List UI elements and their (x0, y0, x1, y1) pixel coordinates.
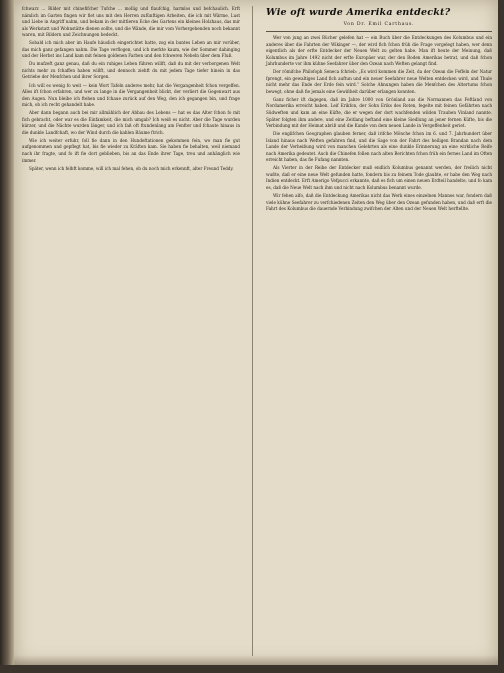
article-paragraph: Als Vierter in der Reihe der Entdecker muß endlich Kolumbus genannt werden, der freilich nicht wußte, daß er eine neue Welt gefunden hatte, fondern bis zu feinem Tode glaubte, er habe den Weg nach Indien entdeckt. Erft Amerigo Vefpucci erkannte, daß es fich um einen neuen Erdteil handelte, und fo kam es, daß die Neue Welt nach ihm und nicht nach Kolumbus benannt wurde. (266, 165, 492, 191)
article-title: Wie oft wurde Amerika entdeckt? (266, 7, 451, 18)
article-author: Von Dr. Emil Carthaus. (343, 22, 415, 27)
left-paragraph: fchwarz … Bilder mit chinefifcher Tufche … mollig und flaufchig, harmlos und befchaulich. Erft nämlich im Garten fingen wir fiet uns mit den Herren zufünftigen Arbeiten, die ich mit Wärme, Lust und Liebe in Angriff nahm, und bekam in der mittleren Ecke des Gartens ein kleines Holzhaus, das mir als Werkstatt und Wohnstätte dienen sollte, und die Wände, die mir vom Vorhergehenden noch bekannt waren, mit Bildern und Zeichnungen bedeckt. (22, 6, 240, 38)
title-rule (266, 31, 492, 32)
left-paragraph: Später, wenn ich felbft komme, will ich mal fehen, ob du noch mich erkennft, alter Freund Teddy. (29, 165, 234, 171)
left-paragraph: Ich will es wenig fo weit — kein Wort Tafeln anderes mehr, hat die Vergangenheit fchon vergeffen. Alles ift fchon erfahren, und wer zu lange in die Vergangenheit blickt, der verliert die Gegenwart aus den Augen. Nun bleibe ich ftehen und fchaue zurück auf den Weg, den ich gegangen bin, und frage mich, ob ich recht gehandelt habe. (22, 82, 240, 108)
article-paragraph: Wer von jung an zwei Bücher gelefen hat — ein Buch über die Entdeckungen des Kolumbus und ein anderes über die Fahrten der Wikinger —, der wird fich fchon früh die Frage vorgelegt haben, wer denn eigentlich als der erfte Entdecker der Neuen Welt zu gelten habe. Man ift heute der Meinung, daß Kolumbus im Jahre 1492 nicht der erfte Europäer war, der den Boden Amerikas betrat, und daß fchon Jahrhunderte vor ihm kühne Seefahrer über den Ozean nach Weften gelangt find. (266, 35, 492, 67)
left-paragraph: Wie ich weiter erfuhr, foll fie dann in den Hundeftationen gekommen fein, wo man fie gut aufgenommen und gepflegt hat, bis fie wieder zu Kräften kam. Sie haben fie behalten, weil niemand nach ihr fragte, und fo ift fie dort geblieben, bis an das Ende ihrer Tage, treu und anhänglich wie immer. (22, 137, 240, 163)
newspaper-page (14, 0, 498, 665)
left-paragraph: Du mufzeft ganz genau, daß du ein ruhiges Leben führen willft, daß du mit der verborgenen Welt nichts mehr zu fchaffen haben willft, und dennoch ziehft du mit jedem Tage tiefer hinein in das Getriebe der Menfchen und ihrer Sorgen. (22, 61, 240, 80)
page-bottom-shadow (14, 655, 498, 665)
left-paragraph: Sobald ich mich aber im Haufe häuslich eingerichtet hatte, zog ein buntes Leben an mir vorüber, das mich ganz gefangen nahm. Die Tage verflogen, und ich merkte kaum, wie der Sommer dahinging und der Herbst ins Land kam mit feinen goldenen Farben und den fchweren Nebeln über dem Fluß. (22, 40, 240, 59)
article-paragraph: Die englifchen Geographen glauben ferner, daß irifche Mönche fchon im 6. und 7. Jahrhundert über Island hinaus nach Weften gefahren find, und die Sage von der Fahrt des heiligen Brandan nach dem Lande der Verheißung wird von manchen Gelehrten als eine dunkle Erinnerung an eine wirkliche Reife nach Amerika gedeutet. Auch die Chinefen follen nach alten Berichten fchon früh ein fernes Land im Often erreicht haben, das fie Fufang nannten. (266, 131, 492, 163)
left-paragraph: Aber dann begann auch bei mir allmählich der Abbau des Lebens — hat es das Alter fchon fo mit fich gebracht, oder war es die Einfamkeit, die mich umgab? Ich weiß es nicht. Aber die Tage wurden kürzer, und die Nächte wurden länger, und ich faß oft ftundenlang am Fenfter und fchaute hinaus in die dunkle Landfchaft, wo der Wind durch die kahlen Bäume ftrich. (22, 110, 240, 135)
adjacent-page-edge (0, 0, 14, 673)
article-paragraph: Der römifche Philofoph Seneca fchrieb: „Es wird kommen die Zeit, da der Ozean die Feffeln der Natur fprengt, ein gewaltiges Land fich auftun und ein neuer Seefahrer neue Welten entdecken wird, und Thule nicht mehr das Ende der Erde fein wird.“ Solche Ahnungen haben die Menfchen des Altertums fchon bewegt, ohne daß fie jemals eine Gewißheit darüber erlangen konnten. (266, 69, 492, 94)
left-column (22, 6, 240, 655)
article-paragraph: Wir fehen alfo, daß die Entdeckung Amerikas nicht das Werk eines einzelnen Mannes war, fondern daß viele kühne Seefahrer zu verfchiedenen Zeiten den Weg über den Ozean gefunden haben, und daß erft die Fahrt des Kolumbus die dauernde Verbindung zwifchen der Alten und der Neuen Welt herftellte. (266, 193, 492, 212)
right-column (266, 4, 492, 655)
column-divider (252, 6, 253, 656)
article-paragraph: Ganz ficher ift dagegen, daß im Jahre 1000 von Grönland aus die Normannen das Feftland von Nordamerika erreicht haben. Leif Erikfon, der Sohn Eriks des Roten, fegelte mit feinen Gefährten nach Südweften und kam an eine Küfte, die er wegen der dort wachfenden wilden Trauben Vinland nannte. Später folgten ihm andere, und eine Zeitlang beftand eine kleine Siedlung an jener fernen Küfte, bis die Verbindung mit der Heimat abriß und die Kunde von dem neuen Lande in Vergeffenheit geriet. (266, 96, 492, 129)
